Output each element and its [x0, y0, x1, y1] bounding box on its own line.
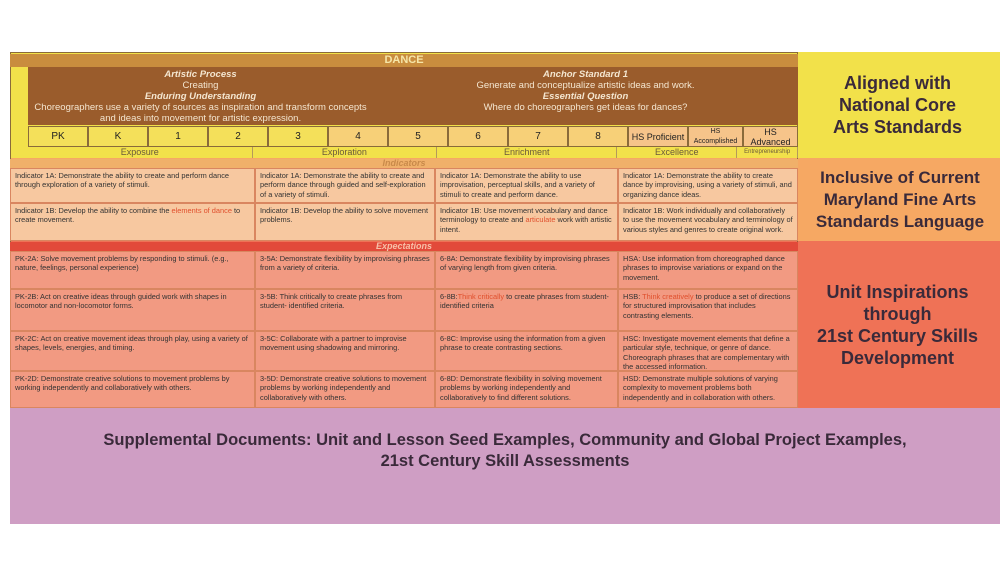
- expectation-cell: PK-2A: Solve movement problems by responding to stimuli. (e.g., nature, feelings, personal experience): [10, 251, 255, 289]
- table-row: [10, 168, 798, 203]
- expectation-cell: 6-8D: Demonstrate flexibility in solving movement problems by working independently and collaboratively to find different solutions.: [435, 371, 618, 408]
- grade-cell: 2: [208, 126, 268, 147]
- supplemental-documents-text: Supplemental Documents: Unit and Lesson Seed Examples, Community and Global Project Examples, 21st Century Skill Assessments: [103, 431, 907, 470]
- level-label: Entrepreneurship: [737, 147, 798, 158]
- expectation-cell: PK-2D: Demonstrate creative solutions to movement problems by working independently and collaboratively with others.: [10, 371, 255, 408]
- expectation-cell: HSA: Use information from choreographed dance phrases to improvise variations or expand on the movement.: [618, 251, 798, 289]
- expectation-cell: 6-8C: Improvise using the information from a given phrase to create contrasting sections.: [435, 331, 618, 371]
- expectation-cell: HSD: Demonstrate multiple solutions of varying complexity to movement problems both independently and in collaboration with others.: [618, 371, 798, 408]
- side-label-maryland: Inclusive of Current Maryland Fine Arts Standards Language: [815, 168, 985, 231]
- side-label-21st-century: Unit Inspirations through 21st Century Skills Development: [816, 282, 979, 368]
- expectation-cell: PK-2B: Act on creative ideas through guided work with shapes in locomotor and non-locomotor forms.: [10, 289, 255, 331]
- artistic-process-label: Artistic Process: [164, 69, 237, 80]
- side-label-national-core: Aligned with National Core Arts Standards: [832, 73, 963, 137]
- expectation-cell: HSC: Investigate movement elements that define a particular style, technique, or genre of dance. Choreograph phrases that are complementary with the accessed information.: [618, 331, 798, 371]
- grade-cell: 5: [388, 126, 448, 147]
- indicator-cell: Indicator 1A: Demonstrate the ability to create and perform dance through exploration of a variety of stimuli.: [10, 168, 255, 203]
- table-row: [10, 251, 798, 289]
- anchor-standard: Generate and conceptualize artistic ideas and work.: [476, 80, 695, 91]
- indicator-cell: Indicator 1B: Develop the ability to combine the elements of dance to create movement.: [10, 203, 255, 241]
- expectation-cell: PK-2C: Act on creative movement ideas through play, using a variety of shapes, levels, energies, and timing.: [10, 331, 255, 371]
- level-label: Exploration: [253, 147, 438, 158]
- indicator-cell: Indicator 1A: Demonstrate the ability to create and perform dance through guided and self-exploration of a variety of stimuli.: [255, 168, 435, 203]
- grade-cell: 6: [448, 126, 508, 147]
- expectation-cell: 3-5B: Think critically to create phrases from student- identified criteria.: [255, 289, 435, 331]
- indicator-cell: Indicator 1B: Develop the ability to solve movement problems.: [255, 203, 435, 241]
- grade-cell: HS Advanced: [743, 126, 798, 147]
- table-row: [10, 289, 798, 331]
- expectation-cell: 3-5A: Demonstrate flexibility by improvising phrases from a variety of criteria.: [255, 251, 435, 289]
- grade-cell: HS Accomplished: [688, 126, 743, 147]
- table-row: [10, 331, 798, 371]
- grade-cell: 1: [148, 126, 208, 147]
- indicator-cell: Indicator 1B: Work individually and collaboratively to use the movement vocabulary and terminology of various styles and genres to create original work.: [618, 203, 798, 241]
- indicator-cell: Indicator 1A: Demonstrate the ability to use improvisation, perceptual skills, and a variety of stimuli to create and perform dance.: [435, 168, 618, 203]
- enduring-understanding-label: Enduring Understanding: [144, 91, 257, 102]
- grade-cell: 7: [508, 126, 568, 147]
- artistic-process: Creating: [182, 80, 219, 91]
- grades-row: [28, 126, 798, 147]
- anchor-standard-label: Anchor Standard 1: [543, 69, 628, 80]
- indicator-cell: Indicator 1B: Use movement vocabulary and dance terminology to create and articulate work with artistic intent.: [435, 203, 618, 241]
- expectation-cell: 6-8B:Think critically to create phrases from student-identified criteria: [435, 289, 618, 331]
- table-header: [28, 67, 798, 125]
- expectation-cell: 6-8A: Demonstrate flexibility by improvising phrases of varying length from given criteria.: [435, 251, 618, 289]
- grade-cell: 3: [268, 126, 328, 147]
- levels-row: [28, 147, 798, 158]
- enduring-understanding: Choreographers use a variety of sources as inspiration and transform concepts and ideas into movement for artistic expression.: [34, 102, 367, 124]
- indicators-header: Indicators: [10, 159, 798, 168]
- table-title: DANCE: [10, 54, 798, 67]
- level-label: Excellence: [617, 147, 737, 158]
- grade-cell: K: [88, 126, 148, 147]
- header-left: [28, 67, 373, 125]
- table-row: [10, 371, 798, 408]
- level-label: Exposure: [28, 147, 253, 158]
- grade-cell: 8: [568, 126, 628, 147]
- grade-cell: 4: [328, 126, 388, 147]
- grade-cell: PK: [28, 126, 88, 147]
- essential-question-label: Essential Question: [542, 91, 629, 102]
- essential-question: Where do choreographers get ideas for dances?: [483, 102, 688, 113]
- grade-cell: HS Proficient: [628, 126, 688, 147]
- header-right: [373, 67, 798, 125]
- level-label: Enrichment: [437, 147, 617, 158]
- indicator-cell: Indicator 1A: Demonstrate the ability to create dance by improvising, using a variety of stimuli, and organizing dance ideas.: [618, 168, 798, 203]
- expectation-cell: HSB: Think creatively to produce a set of directions for structured improvisation that includes contrasting elements.: [618, 289, 798, 331]
- expectation-cell: 3-5C: Collaborate with a partner to improvise movement using shadowing and mirroring.: [255, 331, 435, 371]
- expectations-header: Expectations: [10, 242, 798, 251]
- expectation-cell: 3-5D: Demonstrate creative solutions to movement problems by working independently and collaboratively with others.: [255, 371, 435, 408]
- table-row: [10, 203, 798, 241]
